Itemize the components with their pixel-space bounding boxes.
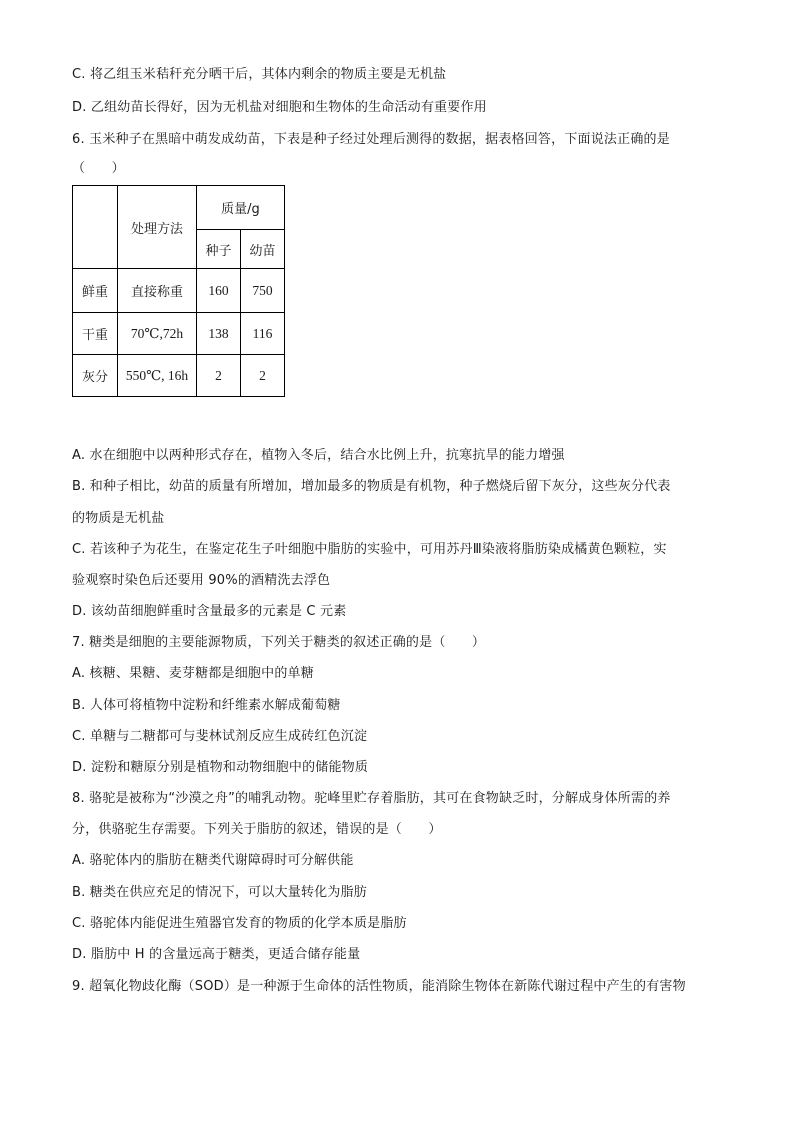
table-row <box>73 313 285 355</box>
q6-option-a: A. 水在细胞中以两种形式存在，植物入冬后，结合水比例上升，抗寒抗旱的能力增强 <box>72 448 565 463</box>
q7-option-c: C. 单糖与二糖都可与斐林试剂反应生成砖红色沉淀 <box>72 729 368 744</box>
row-label: 干重 <box>73 313 118 355</box>
table-row <box>73 355 285 397</box>
row-label: 灰分 <box>73 355 118 397</box>
q8-stem-line1: 8. 骆驼是被称为“沙漠之舟”的哺乳动物。驼峰里贮存着脂肪，其可在食物缺乏时，分解成身体所需的养 <box>72 791 671 806</box>
table-header-mass: 质量/g <box>197 186 285 230</box>
table-corner-cell <box>73 186 118 269</box>
q8-option-d: D. 脂肪中 H 的含量远高于糖类，更适合储存能量 <box>72 947 361 962</box>
row-method: 直接称重 <box>118 269 197 313</box>
q7-option-b: B. 人体可将植物中淀粉和纤维素水解成葡萄糖 <box>72 698 341 713</box>
q6-option-b-line1: B. 和种子相比，幼苗的质量有所增加，增加最多的物质是有机物，种子燃烧后留下灰分，这些灰分代表 <box>72 479 671 494</box>
row-label: 鲜重 <box>73 269 118 313</box>
q8-stem-line2: 分，供骆驼生存需要。下列关于脂肪的叙述，错误的是（ ） <box>72 822 442 837</box>
row-method: 70℃,72h <box>118 313 197 355</box>
q5-option-d: D. 乙组幼苗长得好，因为无机盐对细胞和生物体的生命活动有重要作用 <box>72 100 487 115</box>
table-row <box>73 269 285 313</box>
seed-data-table <box>72 185 285 397</box>
q7-stem: 7. 糖类是细胞的主要能源物质，下列关于糖类的叙述正确的是（ ） <box>72 635 486 650</box>
q6-option-b-line2: 的物质是无机盐 <box>72 511 165 526</box>
q8-option-b: B. 糖类在供应充足的情况下，可以大量转化为脂肪 <box>72 885 367 900</box>
row-seed-value: 138 <box>197 313 241 355</box>
table-header-method: 处理方法 <box>118 186 197 269</box>
row-seed-value: 160 <box>197 269 241 313</box>
row-seed-value: 2 <box>197 355 241 397</box>
row-seedling-value: 750 <box>241 269 285 313</box>
table-header-seedling: 幼苗 <box>241 230 285 269</box>
q9-stem-line1: 9. 超氧化物歧化酶（SOD）是一种源于生命体的活性物质，能消除生物体在新陈代谢过程中产生的有害物 <box>72 979 686 994</box>
table-header-seed: 种子 <box>197 230 241 269</box>
q7-option-d: D. 淀粉和糖原分别是植物和动物细胞中的储能物质 <box>72 760 369 775</box>
q8-option-c: C. 骆驼体内能促进生殖器官发育的物质的化学本质是脂肪 <box>72 916 407 931</box>
row-seedling-value: 2 <box>241 355 285 397</box>
q5-option-c: C. 将乙组玉米秸秆充分晒干后，其体内剩余的物质主要是无机盐 <box>72 67 447 82</box>
q8-option-a: A. 骆驼体内的脂肪在糖类代谢障碍时可分解供能 <box>72 853 354 868</box>
q6-stem-line2: （ ） <box>72 161 125 176</box>
q6-option-d: D. 该幼苗细胞鲜重时含量最多的元素是 C 元素 <box>72 604 347 619</box>
row-method: 550℃, 16h <box>118 355 197 397</box>
row-seedling-value: 116 <box>241 313 285 355</box>
q6-stem-line1: 6. 玉米种子在黑暗中萌发成幼苗，下表是种子经过处理后测得的数据，据表格回答，下面说法正确的是 <box>72 132 670 147</box>
q6-option-c-line1: C. 若该种子为花生，在鉴定花生子叶细胞中脂肪的实验中，可用苏丹Ⅲ染液将脂肪染成橘黄色颗粒，实 <box>72 542 667 557</box>
q6-option-c-line2: 验观察时染色后还要用 90%的酒精洗去浮色 <box>72 573 331 588</box>
q7-option-a: A. 核糖、果糖、麦芽糖都是细胞中的单糖 <box>72 666 314 681</box>
